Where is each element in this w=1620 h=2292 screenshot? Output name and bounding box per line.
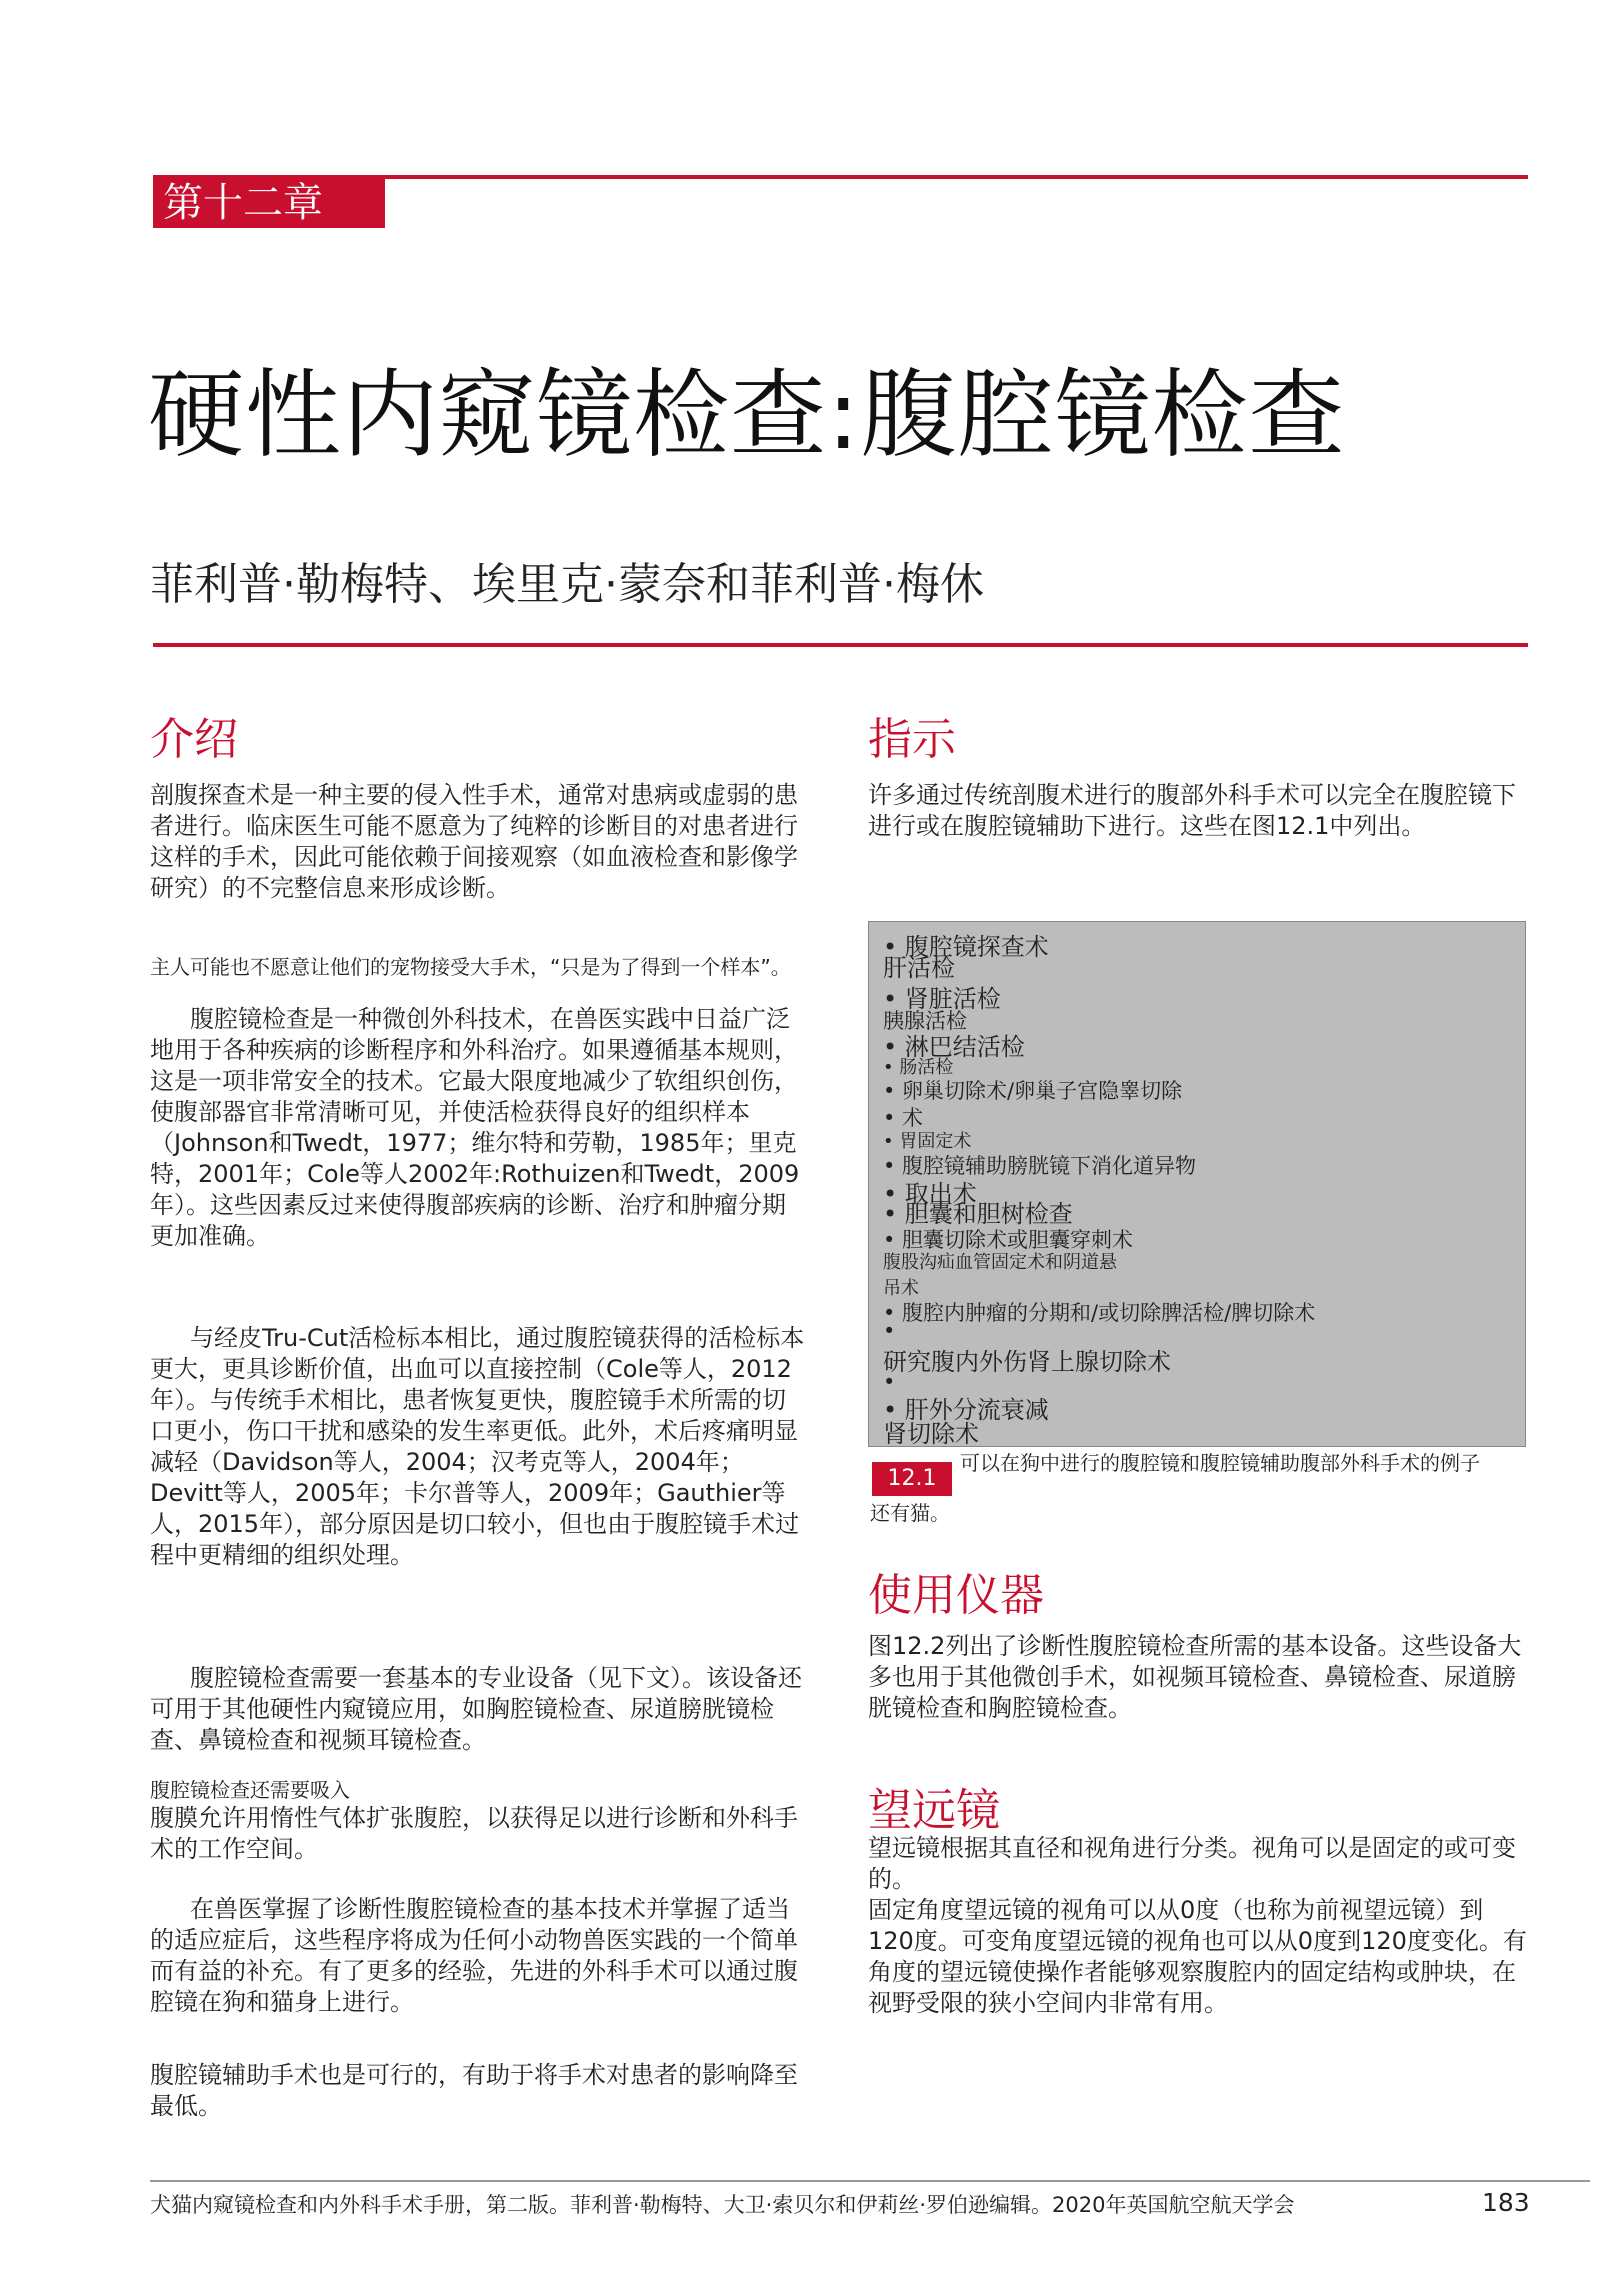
intro-paragraph-2: 主人可能也不愿意让他们的宠物接受大手术，“只是为了得到一个样本”。	[150, 955, 791, 979]
page-title: 硬性内窥镜检查:腹腔镜检查	[148, 359, 1346, 471]
intro-paragraph-7: 在兽医掌握了诊断性腹腔镜检查的基本技术并掌握了适当的适应症后，这些程序将成为任何小动物兽医实践的一个简单而有益的补充。有了更多的经验，先进的外科手术可以通过腹腔镜在狗和猫身上进行。	[150, 1895, 798, 2016]
telescopes-paragraph-2: 固定角度望远镜的视角可以从0度（也称为前视望远镜）到120度。可变角度望远镜的视角也可以从0度到120度变化。有角度的望远镜使操作者能够观察腹腔内的固定结构或肿块，在视野受限的狭小空间内非常有用。	[868, 1896, 1527, 2017]
figure-12-1-box	[868, 921, 1526, 1447]
indications-paragraph: 许多通过传统剖腹术进行的腹部外科手术可以完全在腹腔镜下进行或在腹腔镜辅助下进行。这些在图12.1中列出。	[868, 781, 1516, 840]
figure-list-item: 腹股沟疝血管固定术和阴道悬	[883, 1252, 1117, 1273]
figure-caption-continued: 还有猫。	[870, 1501, 950, 1525]
figure-list-item: • 取出术	[883, 1180, 977, 1208]
instruments-heading: 使用仪器	[868, 1570, 1044, 1621]
telescopes-heading: 望远镜	[868, 1785, 1000, 1836]
figure-list-item: • 腹腔内肿瘤的分期和/或切除脾活检/脾切除术	[883, 1301, 1316, 1325]
figure-list-item: • 肝外分流衰减	[883, 1396, 1049, 1424]
figure-caption: 可以在狗中进行的腹腔镜和腹腔镜辅助腹部外科手术的例子	[960, 1451, 1480, 1475]
figure-list-item: • 胆囊和胆树检查	[883, 1200, 1073, 1228]
figure-list-item: • 胃固定术	[883, 1131, 972, 1152]
footer-rule	[150, 2180, 1590, 2182]
figure-list-item: •	[883, 1319, 896, 1343]
intro-paragraph-4: 与经皮Tru-Cut活检标本相比，通过腹腔镜获得的活检标本更大，更具诊断价值，出血可以直接控制（Cole等人，2012年）。与传统手术相比，患者恢复更快，腹腔镜手术所需的切口更小，伤口干扰和感染的发生率更低。此外，术后疼痛明显减轻（Davidson等人，2004；汉考克等人，2004年；Devitt等人，2005年；卡尔普等人，2009年；Gauthier等人，2015年），部分原因是切口较小，但也由于腹腔镜手术过程中更精细的组织处理。	[150, 1324, 805, 1569]
intro-paragraph-1: 剖腹探查术是一种主要的侵入性手术，通常对患病或虚弱的患者进行。临床医生可能不愿意为了纯粹的诊断目的对患者进行这样的手术，因此可能依赖于间接观察（如血液检查和影像学研究）的不完整信息来形成诊断。	[150, 781, 798, 902]
intro-paragraph-3: 腹腔镜检查是一种微创外科技术，在兽医实践中日益广泛地用于各种疾病的诊断程序和外科治疗。如果遵循基本规则，这是一项非常安全的技术。它最大限度地减少了软组织创伤，使腹部器官非常清晰可见，并使活检获得良好的组织样本（Johnson和Twedt，1977；维尔特和劳勒，1985年；里克特，2001年；Cole等人2002年:Rothuizen和Twedt，2009年）。这些因素反过来使得腹部疾病的诊断、治疗和肿瘤分期更加准确。	[150, 1005, 800, 1250]
figure-list-item: • 腹腔镜辅助膀胱镜下消化道异物	[883, 1154, 1197, 1178]
figure-list-item: • 淋巴结活检	[883, 1033, 1025, 1061]
instruments-paragraph: 图12.2列出了诊断性腹腔镜检查所需的基本设备。这些设备大多也用于其他微创手术，如视频耳镜检查、鼻镜检查、尿道膀胱镜检查和胸腔镜检查。	[868, 1632, 1522, 1722]
figure-list-item: 研究腹内外伤肾上腺切除术	[883, 1348, 1171, 1376]
figure-list-item: • 胆囊切除术或胆囊穿刺术	[883, 1228, 1134, 1252]
intro-paragraph-5: 腹腔镜检查需要一套基本的专业设备（见下文）。该设备还可用于其他硬性内窥镜应用，如胸腔镜检查、尿道膀胱镜检查、鼻镜检查和视频耳镜检查。	[150, 1664, 802, 1754]
indications-heading: 指示	[868, 714, 956, 765]
figure-list-item: 胰腺活检	[883, 1009, 967, 1033]
figure-list-item: • 腹腔镜探查术	[883, 933, 1049, 961]
figure-list-item: 肝活检	[883, 954, 955, 982]
figure-list-item: • 肠活检	[883, 1057, 954, 1078]
intro-heading: 介绍	[150, 714, 238, 765]
intro-paragraph-8: 腹腔镜辅助手术也是可行的，有助于将手术对患者的影响降至最低。	[150, 2061, 798, 2120]
page-number: 183	[1482, 2188, 1530, 2217]
figure-list-item: 肾切除术	[883, 1420, 979, 1448]
figure-number-badge: 12.1	[872, 1462, 952, 1496]
figure-list-item: 吊术	[883, 1278, 919, 1299]
chapter-label: 第十二章	[153, 178, 385, 228]
figure-list-item: •	[883, 1370, 896, 1394]
figure-list-item: • 肾脏活检	[883, 985, 1001, 1013]
intro-paragraph-6: 腹膜允许用惰性气体扩张腹腔，以获得足以进行诊断和外科手术的工作空间。	[150, 1804, 798, 1863]
intro-paragraph-6-lead: 腹腔镜检查还需要吸入	[150, 1778, 350, 1802]
figure-list-item: • 卵巢切除术/卵巢子宫隐睾切除	[883, 1079, 1183, 1103]
figure-list-item: • 术	[883, 1106, 924, 1130]
authors: 菲利普·勒梅特、埃里克·蒙奈和菲利普·梅休	[150, 559, 984, 610]
header-bottom-rule	[153, 643, 1528, 647]
footer-citation: 犬猫内窥镜检查和内外科手术手册，第二版。菲利普·勒梅特、大卫·索贝尔和伊莉丝·罗伯逊编辑。2020年英国航空航天学会	[150, 2193, 1295, 2217]
telescopes-paragraph-1: 望远镜根据其直径和视角进行分类。视角可以是固定的或可变的。	[868, 1834, 1516, 1893]
